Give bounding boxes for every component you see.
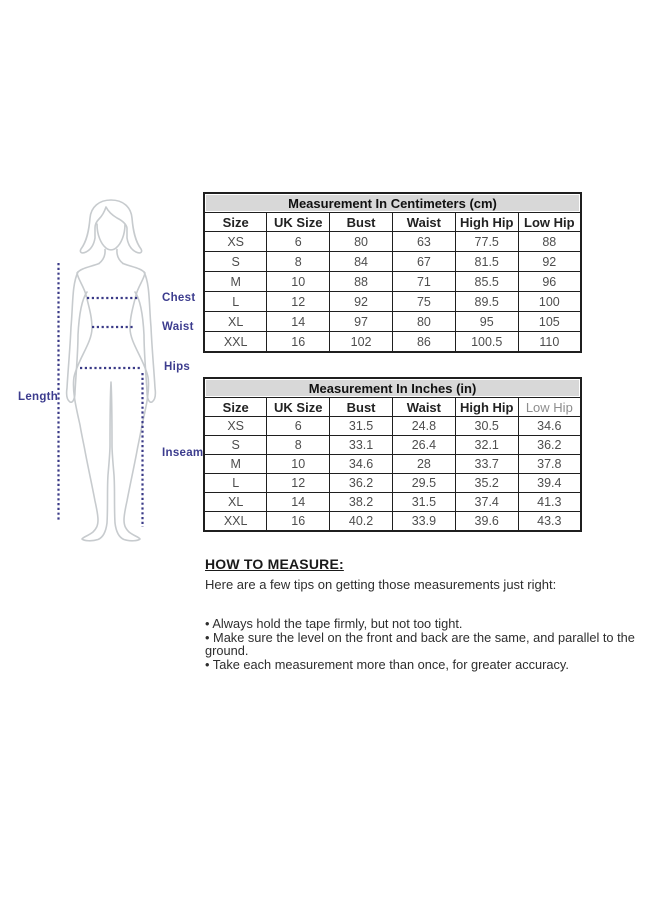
table-cell: 37.4 (455, 493, 518, 512)
table-cell: 97 (330, 312, 393, 332)
table-cell: 88 (330, 272, 393, 292)
table-cell: 102 (330, 332, 393, 353)
column-header: High Hip (455, 398, 518, 417)
table-cell: 84 (330, 252, 393, 272)
table-cell: 92 (330, 292, 393, 312)
column-header: Size (204, 213, 267, 232)
column-header: Waist (392, 398, 455, 417)
table-cell: XL (204, 312, 267, 332)
column-header: UK Size (267, 398, 330, 417)
chest-label: Chest (162, 292, 196, 304)
table-cell: 34.6 (518, 417, 581, 436)
table-row (204, 512, 581, 532)
table-cell: 63 (392, 232, 455, 252)
table-cell: 10 (267, 455, 330, 474)
table-cell: 89.5 (455, 292, 518, 312)
table-row (204, 292, 581, 312)
table-cell: 100 (518, 292, 581, 312)
table-cell: 80 (392, 312, 455, 332)
table-cell: 67 (392, 252, 455, 272)
table-cell: 110 (518, 332, 581, 353)
table-cell: 16 (267, 332, 330, 353)
table-cell: 10 (267, 272, 330, 292)
tip-item: • Always hold the tape firmly, but not too tight. (205, 616, 463, 631)
column-header: High Hip (455, 213, 518, 232)
table-cell: 88 (518, 232, 581, 252)
table-cell: XS (204, 232, 267, 252)
tip-item: • Take each measurement more than once, for greater accuracy. (205, 657, 569, 673)
table-cell: 8 (267, 436, 330, 455)
table-cell: 35.2 (455, 474, 518, 493)
column-header: Waist (392, 213, 455, 232)
table-cell: 12 (267, 474, 330, 493)
table-cell: 32.1 (455, 436, 518, 455)
table-row (204, 417, 581, 436)
table-cell: 12 (267, 292, 330, 312)
table-cell: 81.5 (455, 252, 518, 272)
table-cell: 24.8 (392, 417, 455, 436)
table-cell: 105 (518, 312, 581, 332)
table-cell: 29.5 (392, 474, 455, 493)
column-header: Size (204, 398, 267, 417)
table-cell: 38.2 (330, 493, 393, 512)
table-header-row (204, 398, 581, 417)
table-title: Measurement In Centimeters (cm) (204, 193, 581, 213)
table-cell: 95 (455, 312, 518, 332)
table-cell: XXL (204, 332, 267, 353)
table-row (204, 455, 581, 474)
table-cell: 39.4 (518, 474, 581, 493)
column-header: Bust (330, 398, 393, 417)
table-cell: M (204, 272, 267, 292)
how-to-measure-tips (205, 617, 660, 672)
table-row (204, 332, 581, 353)
table-cell: 100.5 (455, 332, 518, 353)
centimeters-size-table (203, 192, 582, 353)
table-header-row (204, 213, 581, 232)
table-cell: 26.4 (392, 436, 455, 455)
table-cell: XS (204, 417, 267, 436)
table-row (204, 493, 581, 512)
how-to-measure-heading: HOW TO MEASURE: (205, 556, 344, 572)
table-cell: 14 (267, 493, 330, 512)
table-cell: 28 (392, 455, 455, 474)
how-to-measure-intro: Here are a few tips on getting those measurements just right: (205, 577, 557, 592)
table-cell: 75 (392, 292, 455, 312)
table-cell: 31.5 (392, 493, 455, 512)
table-cell: 40.2 (330, 512, 393, 532)
table-row (204, 312, 581, 332)
tip-item: • Make sure the level on the front and back are the same, and parallel to the ground. (205, 629, 635, 659)
table-cell: 8 (267, 252, 330, 272)
table-row (204, 252, 581, 272)
hips-label: Hips (164, 361, 191, 373)
table-row (204, 272, 581, 292)
table-cell: XXL (204, 512, 267, 532)
table-cell: 33.7 (455, 455, 518, 474)
table-cell: 39.6 (455, 512, 518, 532)
table-cell: 36.2 (518, 436, 581, 455)
table-cell: 43.3 (518, 512, 581, 532)
table-row (204, 474, 581, 493)
table-cell: 31.5 (330, 417, 393, 436)
table-cell: 16 (267, 512, 330, 532)
inches-size-table (203, 377, 582, 532)
table-cell: 14 (267, 312, 330, 332)
table-row (204, 232, 581, 252)
table-cell: M (204, 455, 267, 474)
table-cell: 33.1 (330, 436, 393, 455)
table-cell: 37.8 (518, 455, 581, 474)
column-header: Bust (330, 213, 393, 232)
table-cell: 36.2 (330, 474, 393, 493)
table-cell: L (204, 292, 267, 312)
table-row (204, 436, 581, 455)
table-cell: 71 (392, 272, 455, 292)
table-cell: XL (204, 493, 267, 512)
table-cell: 80 (330, 232, 393, 252)
table-title-row (204, 193, 581, 213)
waist-label: Waist (162, 321, 194, 333)
table-cell: S (204, 436, 267, 455)
table-cell: L (204, 474, 267, 493)
table-cell: 77.5 (455, 232, 518, 252)
column-header: Low Hip (518, 398, 581, 417)
table-cell: 85.5 (455, 272, 518, 292)
table-cell: 30.5 (455, 417, 518, 436)
table-cell: 86 (392, 332, 455, 353)
column-header: UK Size (267, 213, 330, 232)
length-label: Length (18, 391, 59, 403)
table-cell: 33.9 (392, 512, 455, 532)
table-cell: 96 (518, 272, 581, 292)
table-cell: 92 (518, 252, 581, 272)
table-cell: 34.6 (330, 455, 393, 474)
table-cell: S (204, 252, 267, 272)
table-title: Measurement In Inches (in) (204, 378, 581, 398)
table-cell: 41.3 (518, 493, 581, 512)
column-header: Low Hip (518, 213, 581, 232)
table-cell: 6 (267, 417, 330, 436)
table-title-row (204, 378, 581, 398)
inseam-label: Inseam (162, 447, 204, 459)
table-cell: 6 (267, 232, 330, 252)
